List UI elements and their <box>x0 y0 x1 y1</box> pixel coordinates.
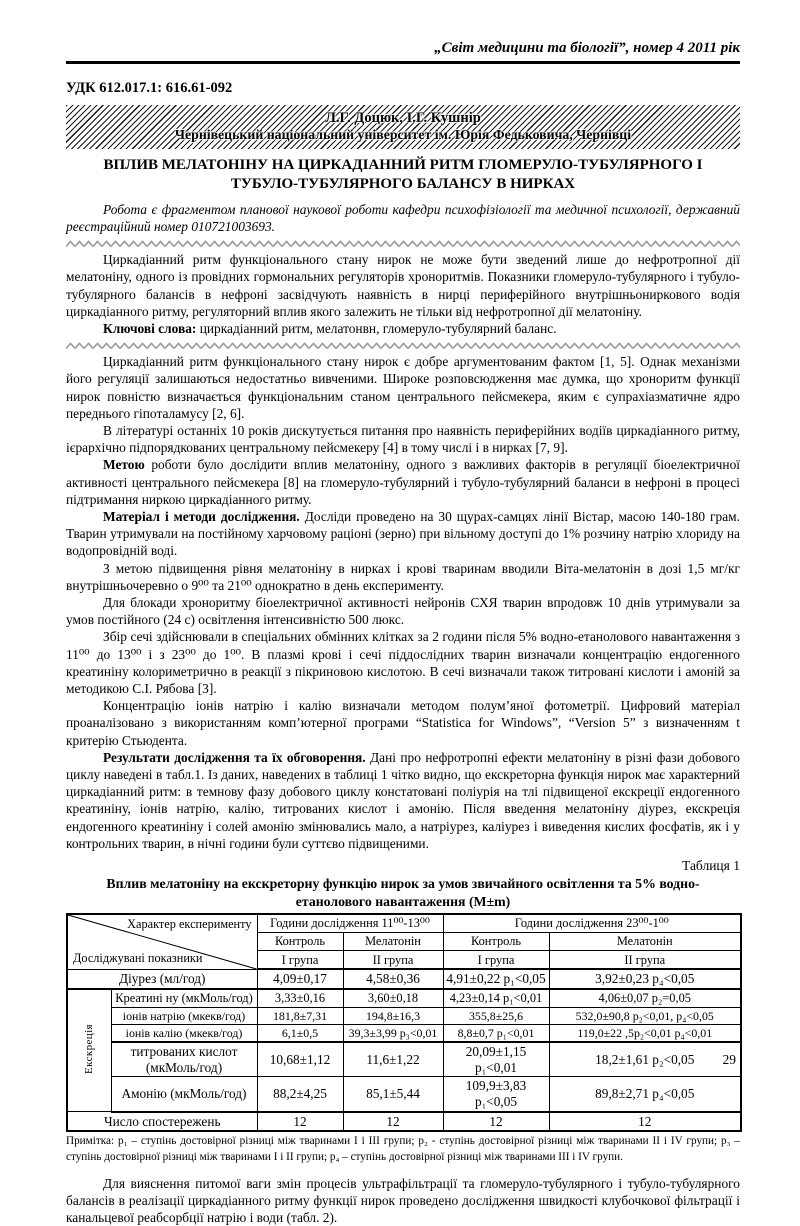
keywords-line <box>66 320 740 337</box>
body-paragraph: Концентрацію іонів натрію і калію визначали методом полум’яної фотометрії. Цифровий матеріал проаналізовано з використанням комп’ютерної програми “Statistica for Windows”, “Version 5” з визначенням t критерію Стьюдента. <box>66 698 740 748</box>
keywords-text: циркадіанний ритм, мелатонвн, гломеруло-тубулярний баланс. <box>196 321 557 336</box>
page-number: 29 <box>722 1052 736 1067</box>
row-label: іонів натрію (мкекв/год) <box>111 1007 257 1024</box>
table-footnote: Примітка: p₁ – ступінь достовірної різниці між тваринами І і ІІІ групи; p₂ - ступінь достовірної різниці між тваринами ІІ і ІV групи; p₃ – ступінь достовірної різниці між тваринами І і ІІ групи; p₄ – ступінь достовірної різниці між тваринами ІІІ і ІV групи. <box>66 1135 740 1163</box>
diagonal-header-cell <box>67 914 257 970</box>
column-group-header: Години дослідження 11⁰⁰-13⁰⁰ <box>257 914 443 933</box>
table-header-row <box>67 914 741 933</box>
abstract-paragraph: Циркадіанний ритм функціонального стану нирок не може бути зведений лише до нефротропної дії мелатоніну, одного із провідних гормональних регуляторів хроноритмів. Показники гломеруло-тубулярного і тубуло-тубулярного балансів в нефроні засвідчують наявність в нирці периферійного внутрішньониркового водія циркадіанного ритму, регуляторний вплив якого залежить не тільки від нефротропної дії мелатоніну. <box>66 252 740 319</box>
table-cell: 10,68±1,12 <box>257 1042 343 1077</box>
column-header: Контроль <box>257 933 343 951</box>
body-paragraph <box>66 456 740 508</box>
paragraph-text: роботи було дослідити вплив мелатоніну, одного з важливих факторів в регуляції біоелектричної активності центрального пейсмекера [8] на гломеруло-тубулярний і тубуло-тубулярний баланси в нефроні в процесі підтримання ниркою циркадіанного ритму. <box>66 457 740 507</box>
table-row <box>67 1007 741 1024</box>
column-header: Контроль <box>443 933 549 951</box>
article-title: ВПЛИВ МЕЛАТОНІНУ НА ЦИРКАДІАННИЙ РИТМ ГЛОМЕРУЛО-ТУБУЛЯРНОГО І ТУБУЛО-ТУБУЛЯРНОГО БАЛАНСУ В НИРКАХ <box>103 157 703 192</box>
table-cell: 12 <box>257 1112 343 1132</box>
zigzag-separator <box>66 342 740 350</box>
paragraph-text: Досліди проведено на 30 щурах-самцях лінії Вістар, масою 140-180 грам. Тварин утримували на постійному харчовому раціоні (зерно) при вільному доступі до 1% розчину натрію хлориду на водопровідній воді. <box>66 509 741 559</box>
row-label: Амонію (мкМоль/год) <box>111 1077 257 1112</box>
affiliation-line: Чернівецький національний університет ім. Юрія Федьковича, Чернівці <box>174 127 632 142</box>
table-row <box>67 989 741 1007</box>
paragraph-lead: Результати дослідження та їх обговорення. <box>103 749 366 765</box>
authors-line: Л.Г. Доцюк, І.Г. Кушнір <box>325 110 481 126</box>
body-paragraph: Збір сечі здійснювали в спеціальних обмінних клітках за 2 години після 5% водно-етанолового навантаження з 11⁰⁰ до 13⁰⁰ і з 23⁰⁰ до 1⁰⁰. В плазмі крові і сечі піддослідних тварин визначали концентрацію ендогенного креатиніну колориметрично в реакції з пікриновою кислотою. В сечі визначали також титровані кислоти і амоній за методикою С.І. Рябова [3]. <box>66 629 740 697</box>
column-header: ІІ група <box>549 951 741 970</box>
table-cell: 8,8±0,7 p₁<0,01 <box>443 1024 549 1042</box>
paragraph-lead: Матеріал і методи дослідження. <box>103 509 300 525</box>
table-cell: 4,06±0,07 p₂=0,05 <box>549 989 741 1007</box>
table-cell: 194,8±16,3 <box>343 1007 443 1024</box>
row-label: титрованих кислот (мкМоль/год) <box>111 1042 257 1077</box>
row-label: іонів калію (мкекв/год) <box>111 1024 257 1042</box>
table-1 <box>66 913 742 1132</box>
header-rule <box>66 61 740 64</box>
table-cell: 181,8±7,31 <box>257 1007 343 1024</box>
table-cell: 3,33±0,16 <box>257 989 343 1007</box>
row-label: Число спостережень <box>67 1112 257 1132</box>
table-row <box>67 1042 741 1077</box>
excretion-group-label: Екскреція <box>67 989 111 1111</box>
table-title: Вплив мелатоніну на екскреторну функцію нирок за умов звичайного освітлення та 5% водно-етанолового навантаження (М±m) <box>106 876 700 910</box>
column-header: І група <box>257 951 343 970</box>
table-cell: 20,09±1,15 p₁<0,01 <box>443 1042 549 1077</box>
table-cell: 6,1±0,5 <box>257 1024 343 1042</box>
table-cell: 12 <box>343 1112 443 1132</box>
body-paragraph: Для вияснення питомої ваги змін процесів ультрафільтрації та гломеруло-тубулярного і тубуло-тубулярного балансів в реалізації циркадіанного ритму функції нирок проведено дослідження швидкості клубочкової фільтрації і канальцевої реабсорбції натрію і води (табл. 2). <box>66 1175 740 1226</box>
diagonal-bottom-label: Досліджувані показники <box>73 951 203 966</box>
table-cell: 119,0±22 ,5p₂<0,01 p₄<0,01 <box>549 1024 741 1042</box>
table-cell: 11,6±1,22 <box>343 1042 443 1077</box>
table-row <box>67 1024 741 1042</box>
table-cell: 39,3±3,99 p₃<0,01 <box>343 1024 443 1042</box>
column-header: Мелатонін <box>343 933 443 951</box>
table-cell: 12 <box>443 1112 549 1132</box>
body-paragraph: Для блокади хроноритму біоелектричної активності нейронів СХЯ тварин впродовж 10 днів утримували за умов постійного (24 с) освітлення інтенсивністю 500 люкс. <box>66 595 740 628</box>
table-cell: 109,9±3,83 p₁<0,05 <box>443 1077 549 1112</box>
body-paragraph: З метою підвищення рівня мелатоніну в нирках і крові тваринам вводили Віта-мелатонін в дозі 1,5 мг/кг внутрішньочеревно о 9⁰⁰ та 21⁰⁰ однократно в день експерименту. <box>66 560 740 593</box>
table-cell: 532,0±90,8 p₂<0,01, p₄<0,05 <box>549 1007 741 1024</box>
table-cell: 18,2±1,61 p₂<0,05 <box>549 1042 741 1077</box>
paragraph-lead: Метою <box>103 457 145 473</box>
table-cell: 88,2±4,25 <box>257 1077 343 1112</box>
diagonal-top-label: Характер експерименту <box>127 916 252 931</box>
body-paragraph: Циркадіанний ритм функціонального стану нирок є добре аргументованим фактом [1, 5]. Однак механізми його регуляції залишаються недостатньо вивченими. Широке розповсюдження має думка, що хроноритм функції нирок повністю визначається функціональним станом центрального пейсмекера, яким є супрахіазматичне ядро переднього гіпоталамусу [2, 6]. <box>66 354 740 421</box>
udc-code: УДК 612.017.1: 616.61-092 <box>66 80 233 96</box>
column-group-header: Години дослідження 23⁰⁰-1⁰⁰ <box>443 914 741 933</box>
project-note: Робота є фрагментом планової наукової роботи кафедри психофізіології та медичної психології, державний реєстраційний номер 010721003693. <box>66 201 740 234</box>
table-cell: 4,58±0,36 <box>343 969 443 989</box>
authors-hatched-block <box>66 105 740 149</box>
table-cell: 4,91±0,22 p₁<0,05 <box>443 969 549 989</box>
table-cell: 12 <box>549 1112 741 1132</box>
table-cell: 89,8±2,71 p₄<0,05 <box>549 1077 741 1112</box>
page-content <box>66 0 740 1226</box>
body-paragraph: В літературі останніх 10 років дискутується питання про наявність периферійних водіїв циркадіанного ритму, ієрархічно підпорядкованих центральному пейсмекеру [4] в тому числі і в нирках [7, 9]. <box>66 423 740 456</box>
body-paragraph <box>66 508 740 560</box>
table-cell: 4,23±0,14 p₁<0,01 <box>443 989 549 1007</box>
column-header: ІІ група <box>343 951 443 970</box>
body-paragraph <box>66 749 740 852</box>
column-header: І група <box>443 951 549 970</box>
journal-header: „Світ медицини та біології”, номер 4 2011 рік <box>434 40 740 56</box>
table-row <box>67 969 741 989</box>
row-label: Креатині ну (мкМоль/год) <box>111 989 257 1007</box>
column-header: Мелатонін <box>549 933 741 951</box>
table-cell: 3,60±0,18 <box>343 989 443 1007</box>
table-caption-label: Таблиця 1 <box>682 858 740 874</box>
table-row <box>67 1077 741 1112</box>
zigzag-separator <box>66 240 740 248</box>
table-cell: 4,09±0,17 <box>257 969 343 989</box>
table-cell: 355,8±25,6 <box>443 1007 549 1024</box>
row-label: Діурез (мл/год) <box>67 969 257 989</box>
table-row <box>67 1112 741 1132</box>
keywords-label: Ключові слова: <box>103 321 197 336</box>
table-cell: 85,1±5,44 <box>343 1077 443 1112</box>
paragraph-text: Дані про нефротропні ефекти мелатоніну в різні фази добового циклу наведені в табл.1. Із даних, наведених в таблиці 1 чітко видно, що екскреторна функція нирок має характерний циркадіанний ритм: в темнову фазу добового циклу констатовані поліурія на тлі підвищеної екскреції ендогенного креатиніну, іонів натрію, калію, титрованих кислот і амонію. Після введення мелатоніну діурез, екскреція ендогенного креатиніну і солей амонію змінювались мало, а натріурез, каліурез і виведення кислих фосфатів, як і у контрольних тварин, в нічні години були суттєво підвищеними. <box>66 749 740 851</box>
table-cell: 3,92±0,23 p₄<0,05 <box>549 969 741 989</box>
